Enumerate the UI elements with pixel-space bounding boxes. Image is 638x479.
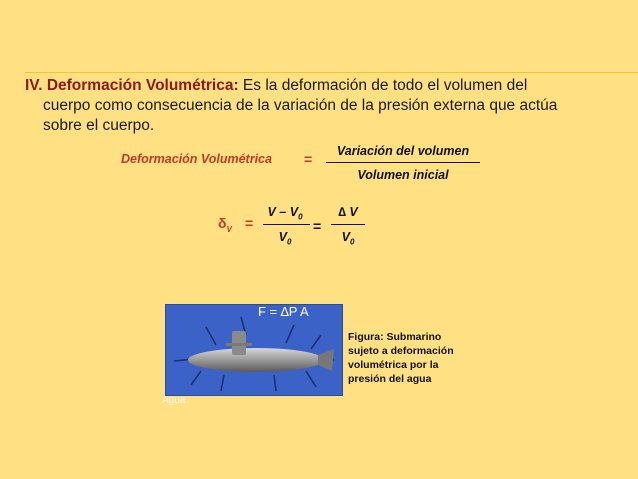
fraction1-numerator-sub: 0 xyxy=(298,212,303,222)
caption-line: Figura: Submarino xyxy=(348,331,442,343)
submarine-icon xyxy=(188,331,334,372)
section-heading xyxy=(25,76,615,136)
submarine-illustration xyxy=(166,305,342,395)
caption-line: sujeto a deformación xyxy=(348,345,454,357)
force-label: F = ∆P A xyxy=(258,304,309,319)
fraction2-denominator xyxy=(328,230,368,247)
delta-symbol: δ xyxy=(218,215,227,231)
fraction2-numerator: ∆ V xyxy=(338,205,358,219)
equation2-equals2: = xyxy=(313,218,322,234)
equation2-equals1: = xyxy=(245,215,254,231)
fraction1-numerator xyxy=(260,205,310,222)
heading-text-line1: Es la deformación de todo el volumen del xyxy=(238,77,528,94)
caption-line: presión del agua xyxy=(348,373,432,385)
fraction2-denominator-sub: 0 xyxy=(349,237,355,247)
divider-line xyxy=(25,72,638,73)
heading-text-line2: cuerpo como consecuencia de la variación de la presión externa que actúa xyxy=(43,97,558,114)
equation1-fraction-bar xyxy=(326,162,480,163)
fraction1-denominator-sub: 0 xyxy=(286,237,292,247)
submarine-figure xyxy=(165,304,343,396)
delta-subscript: V xyxy=(226,224,232,234)
equation1-equals: = xyxy=(304,151,313,167)
equation1-denominator: Volumen inicial xyxy=(357,168,449,182)
water-label: Agua xyxy=(162,395,186,406)
fraction1-bar xyxy=(263,224,310,225)
figure-caption xyxy=(348,330,498,386)
equation1-label: Deformación Volumétrica xyxy=(121,152,272,166)
fraction1-denominator xyxy=(260,230,310,247)
equation2-lhs xyxy=(218,215,232,234)
fraction2-bar xyxy=(331,224,365,225)
fraction1-denominator-text: V xyxy=(278,230,287,244)
section-title: IV. Deformación Volumétrica: xyxy=(25,77,239,94)
heading-text-line3: sobre el cuerpo. xyxy=(43,117,155,134)
caption-line: volumétrica por la xyxy=(348,359,439,371)
fraction1-numerator-text: V – V xyxy=(267,205,299,219)
fraction2-denominator-text: V xyxy=(341,230,350,244)
equation1-numerator: Variación del volumen xyxy=(336,144,470,158)
